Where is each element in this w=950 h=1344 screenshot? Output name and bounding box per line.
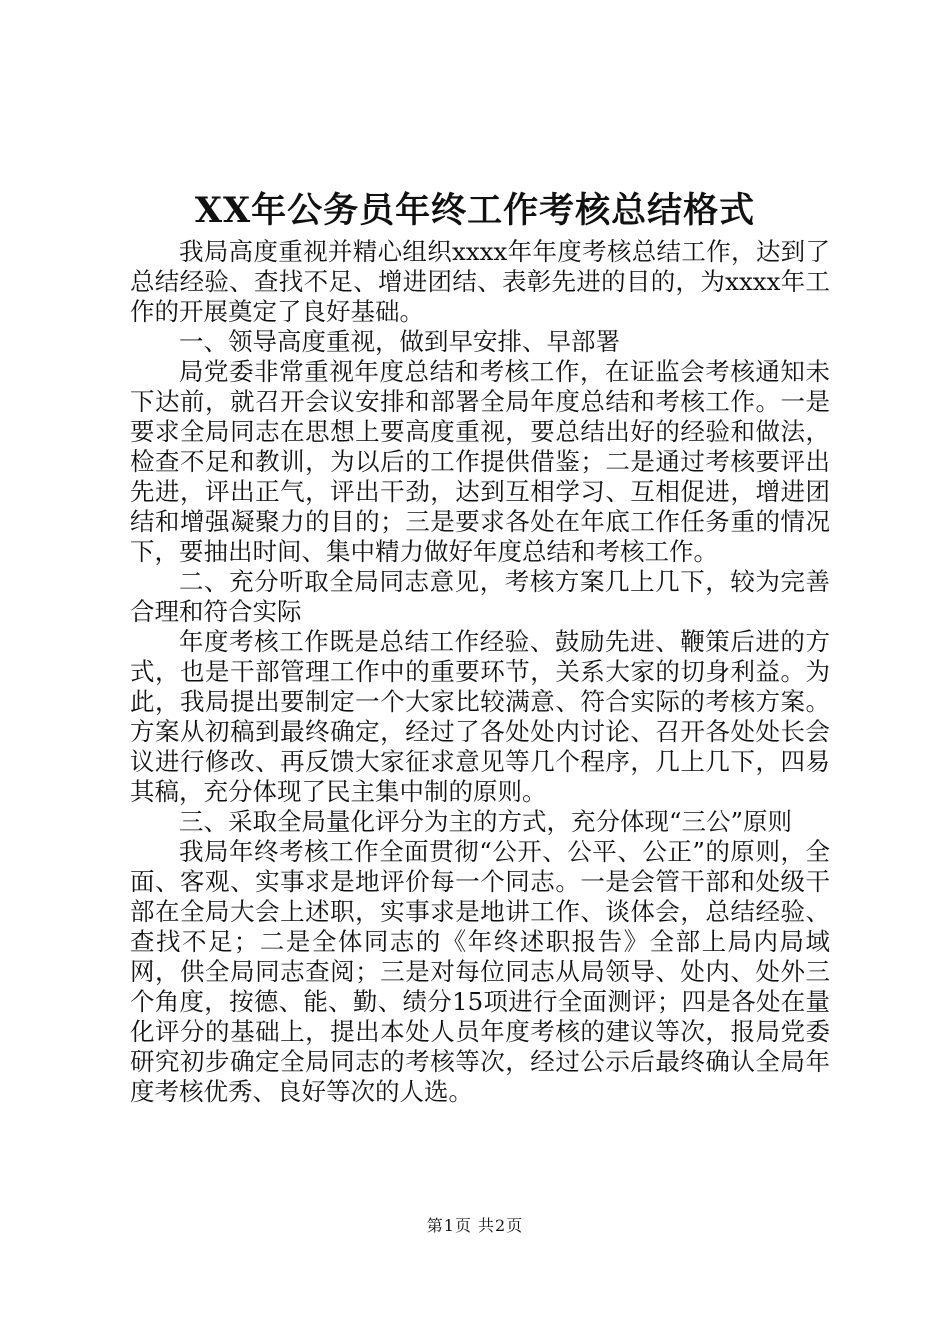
section-1-paragraph: 局党委非常重视年度总结和考核工作，在证监会考核通知未下达前，就召开会议安排和部署全局年度总结和考核工作。一是要求全局同志在思想上要高度重视，要总结出好的经验和做法，检查不足和教训，为以后的工作提供借鉴；二是通过考核要评出先进，评出正气，评出干劲，达到互相学习、互相促进，增进团结和增强凝聚力的目的；三是要求各处在年底工作任务重的情况下，要抽出时间、集中精力做好年度总结和考核工作。 [130,357,830,566]
section-3-paragraph: 我局年终考核工作全面贯彻“公开、公平、公正”的原则，全面、客观、实事求是地评价每一个同志。一是会管干部和处级干部在全局大会上述职，实事求是地讲工作、谈体会，总结经验、查找不足；二是全体同志的《年终述职报告》全部上局内局域网，供全局同志查阅；三是对每位同志从局领导、处内、处外三个角度，按德、能、勤、绩分15项进行全面测评；四是各处在量化评分的基础上，提出本处人员年度考核的建议等次，报局党委研究初步确定全局同志的考核等次，经过公示后最终确认全局年度考核优秀、良好等次的人选。 [130,837,830,1106]
page-title: XX年公务员年终工作考核总结格式 [194,190,756,231]
page-number-footer: 第1页 共2页 [426,1216,524,1235]
section-2-paragraph: 年度考核工作既是总结工作经验、鼓励先进、鞭策后进的方式，也是干部管理工作中的重要环节，关系大家的切身利益。为此，我局提出要制定一个大家比较满意、符合实际的考核方案。方案从初稿到最终确定，经过了各处处内讨论、召开各处处长会议进行修改、再反馈大家征求意见等几个程序，几上几下，四易其稿，充分体现了民主集中制的原则。 [130,627,830,806]
document-body [130,237,830,1107]
section-heading-3: 三、采取全局量化评分为主的方式，充分体现“三公”原则 [179,807,793,836]
intro-paragraph: 我局高度重视并精心组织xxxx年年度考核总结工作，达到了总结经验、查找不足、增进团结、表彰先进的目的，为xxxx年工作的开展奠定了良好基础。 [130,237,830,326]
section-heading-1: 一、领导高度重视，做到早安排、早部署 [179,327,620,356]
section-heading-2: 二、充分听取全局同志意见，考核方案几上几下，较为完善合理和符合实际 [130,567,830,626]
